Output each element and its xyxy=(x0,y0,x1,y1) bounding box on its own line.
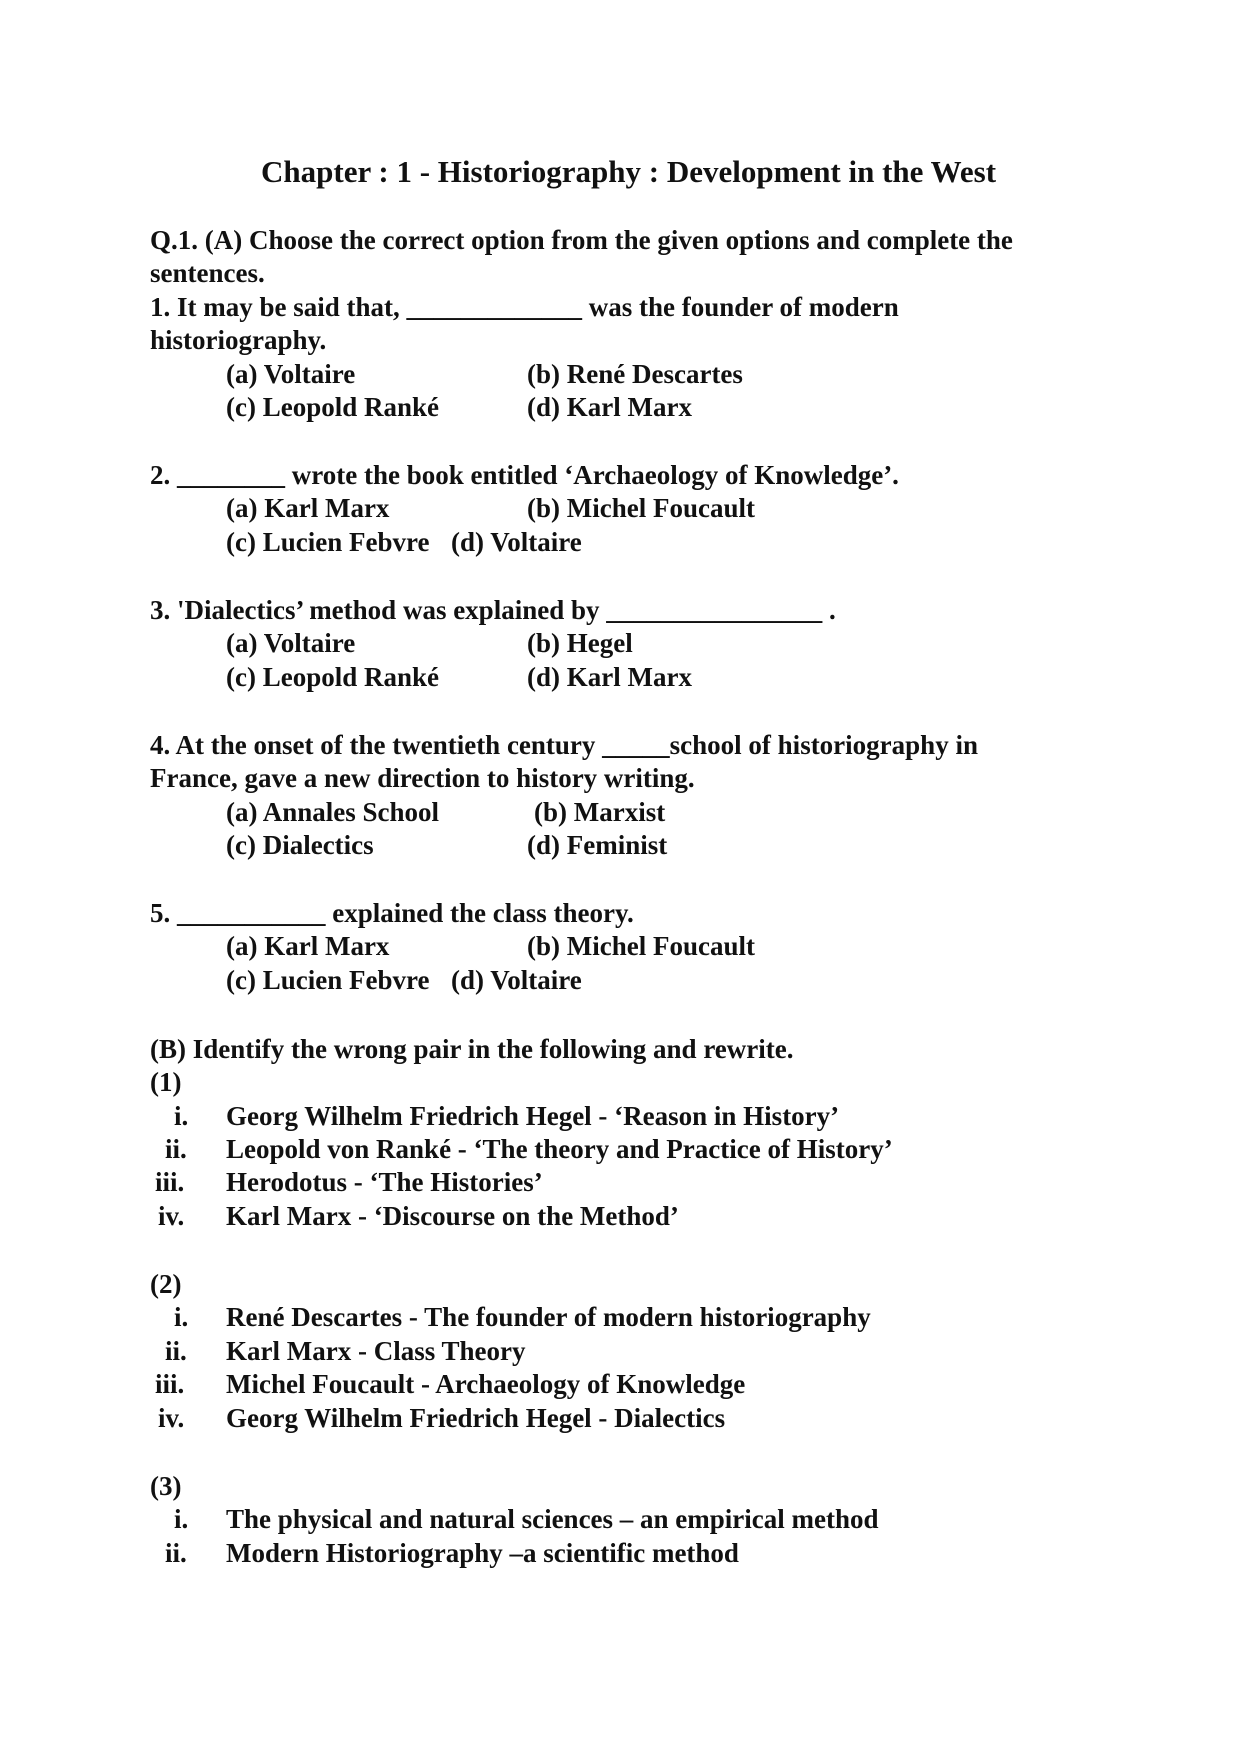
question-4-option-d: (d) Feminist xyxy=(527,830,668,860)
pair-item-text: Karl Marx - ‘Discourse on the Method’ xyxy=(226,1201,679,1231)
question-2-option-c: (c) Lucien Febvre xyxy=(226,527,430,557)
pair-item-number: ii. xyxy=(165,1134,187,1164)
pair-group-label: (2) xyxy=(150,1269,182,1299)
pair-group-label: (3) xyxy=(150,1471,182,1501)
pair-item-text: Michel Foucault - Archaeology of Knowledge xyxy=(226,1369,746,1399)
section-b-heading: (B) Identify the wrong pair in the following and rewrite. xyxy=(150,1034,794,1064)
pair-item-number: ii. xyxy=(165,1538,187,1568)
question-2-option-d: (d) Voltaire xyxy=(451,527,582,557)
pair-item-number: iv. xyxy=(158,1403,185,1433)
section-a-heading: Q.1. (A) Choose the correct option from the given options and complete the xyxy=(150,225,1013,255)
pair-item-text: René Descartes - The founder of modern historiography xyxy=(226,1302,871,1332)
question-3-option-a: (a) Voltaire xyxy=(226,628,356,658)
pair-group-label: (1) xyxy=(150,1067,182,1097)
question-5-option-b: (b) Michel Foucault xyxy=(527,931,755,961)
question-3-option-b: (b) Hegel xyxy=(527,628,633,658)
question-5-stem: 5. ___________ explained the class theory. xyxy=(150,898,634,928)
question-5-option-d: (d) Voltaire xyxy=(451,965,582,995)
pair-item-text: Modern Historiography –a scientific method xyxy=(226,1538,739,1568)
question-4-option-c: (c) Dialectics xyxy=(226,830,374,860)
pair-item-number: i. xyxy=(174,1302,189,1332)
question-2-option-b: (b) Michel Foucault xyxy=(527,493,755,523)
question-1-option-d: (d) Karl Marx xyxy=(527,392,692,422)
question-5-option-a: (a) Karl Marx xyxy=(226,931,390,961)
question-4-option-b: (b) Marxist xyxy=(534,797,666,827)
question-1-option-a: (a) Voltaire xyxy=(226,359,356,389)
question-2-stem: 2. ________ wrote the book entitled ‘Archaeology of Knowledge’. xyxy=(150,460,899,490)
pair-item-text: Leopold von Ranké - ‘The theory and Practice of History’ xyxy=(226,1134,893,1164)
pair-item-number: iii. xyxy=(155,1369,185,1399)
pair-item-text: Georg Wilhelm Friedrich Hegel - Dialectics xyxy=(226,1403,726,1433)
pair-item-text: The physical and natural sciences – an empirical method xyxy=(226,1504,879,1534)
pair-item-number: i. xyxy=(174,1504,189,1534)
question-4-stem-cont: France, gave a new direction to history writing. xyxy=(150,763,695,793)
pair-item-number: ii. xyxy=(165,1336,187,1366)
question-1-option-c: (c) Leopold Ranké xyxy=(226,392,440,422)
pair-item-number: iii. xyxy=(155,1167,185,1197)
question-1-stem-cont: historiography. xyxy=(150,325,327,355)
question-3-stem: 3. 'Dialectics’ method was explained by ________________ . xyxy=(150,595,836,625)
question-3-option-c: (c) Leopold Ranké xyxy=(226,662,440,692)
question-1-option-b: (b) René Descartes xyxy=(527,359,743,389)
question-2-option-a: (a) Karl Marx xyxy=(226,493,390,523)
question-4-stem: 4. At the onset of the twentieth century _____school of historiography in xyxy=(150,730,978,760)
pair-item-number: iv. xyxy=(158,1201,185,1231)
question-1-stem: 1. It may be said that, _____________ was the founder of modern xyxy=(150,292,899,322)
chapter-title: Chapter : 1 - Historiography : Development in the West xyxy=(261,154,997,189)
pair-item-text: Georg Wilhelm Friedrich Hegel - ‘Reason in History’ xyxy=(226,1101,840,1131)
pair-item-text: Herodotus - ‘The Histories’ xyxy=(226,1167,543,1197)
question-3-option-d: (d) Karl Marx xyxy=(527,662,692,692)
question-4-option-a: (a) Annales School xyxy=(226,797,440,827)
pair-item-number: i. xyxy=(174,1101,189,1131)
question-5-option-c: (c) Lucien Febvre xyxy=(226,965,430,995)
pair-item-text: Karl Marx - Class Theory xyxy=(226,1336,526,1366)
section-a-heading-cont: sentences. xyxy=(150,258,265,288)
